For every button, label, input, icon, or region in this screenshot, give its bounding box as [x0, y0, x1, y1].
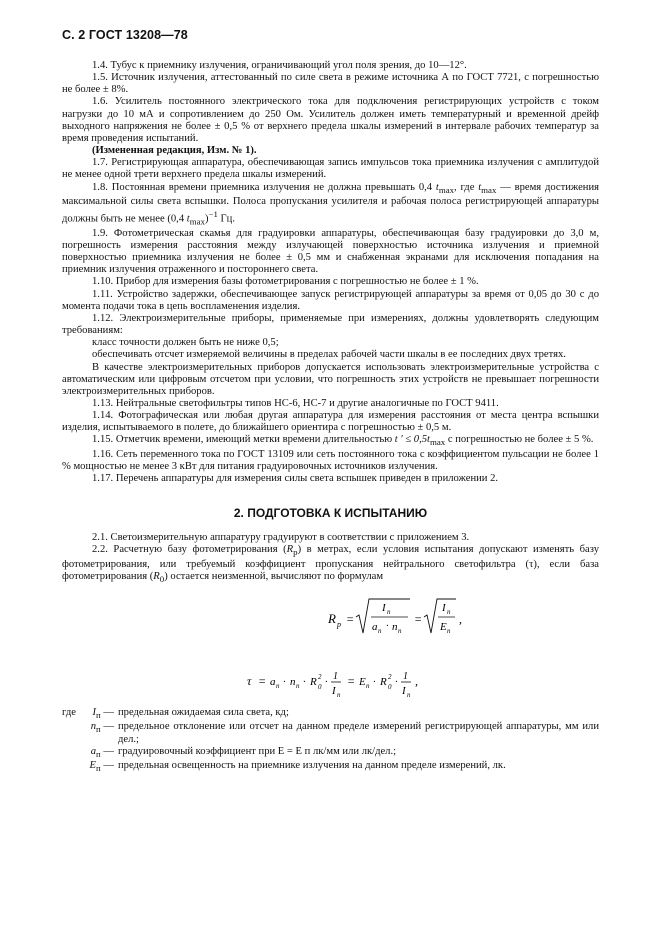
- definition-symbol: [62, 746, 118, 760]
- symbol: E: [89, 760, 97, 772]
- dash: —: [103, 760, 114, 772]
- formula-symbol: I: [332, 685, 336, 698]
- paragraph: 1.7. Регистрирующая аппаратура, обеспечивающая запись импульсов тока приемника излучения с амплитудой не менее одной трети верхнего предела шкалы измерений.: [62, 157, 599, 181]
- definition-row: [62, 760, 599, 774]
- symbol-r: R: [286, 544, 294, 556]
- formula-equals: =: [414, 612, 423, 627]
- symbol: a: [90, 745, 97, 757]
- subscript: max: [481, 184, 497, 195]
- formula-symbol: n: [392, 621, 398, 634]
- symbol-t: t: [186, 213, 190, 225]
- paragraph: 1.12. Электроизмерительные приборы, применяемые при измерениях, должны удовлетворять следующим требованиям:: [62, 312, 599, 337]
- paragraph: 1.5. Источник излучения, аттестованный по силе света в режиме источника А по ГОСТ 7721, с погрешностью не более ± 8%.: [62, 72, 599, 96]
- symbol-r: R: [153, 570, 160, 582]
- formula-block: [62, 585, 599, 705]
- formula-dot: ·: [386, 621, 389, 633]
- formula-subscript: 0: [318, 683, 322, 692]
- paragraph: 1.16. Сеть переменного тока по ГОСТ 13109 или сеть постоянного тока с коэффициентом пульсации не более 1 % мощностью не менее 3 кВт для питания градуировочных источников излучения.: [62, 448, 599, 472]
- formula-equals: =: [346, 612, 355, 627]
- section-title: 2. ПОДГОТОВКА К ИСПЫТАНИЮ: [233, 506, 428, 521]
- formula-subscript: п: [296, 682, 300, 691]
- formula-symbol: I: [382, 602, 386, 615]
- paragraph: 1.11. Устройство задержки, обеспечивающее запуск регистрирующей аппаратуры за время от 0,05 до 30 с до момента подачи тока в цепь воспламенения изделия.: [62, 288, 599, 312]
- paragraph: 1.14. Фотографическая или любая другая аппаратура для измерения расстояния от места центра вспышки изделия, испытываемого в полете, до ближайшего ориентира с погрешностью ± 0,5 м.: [62, 410, 599, 434]
- text-segment: ): [204, 213, 209, 225]
- formula-subscript: п: [398, 627, 402, 636]
- subscript: max: [430, 437, 446, 448]
- formula-comma: ,: [415, 674, 418, 689]
- formula-subscript: п: [276, 682, 280, 691]
- paragraph: 1.9. Фотометрическая скамья для градуировки аппаратуры, обеспечивающая базу градуировки до 3,0 м, погрешность измерения расстояния между излучающей поверхностью источника излучения и приемной поверхностью приемника излучения не более ± 0,5 мм и снабженная экранами для исключения попадания на приемник излучения отраженного и постороннего света.: [62, 227, 599, 276]
- dash: —: [103, 745, 114, 757]
- amendment-note: (Измененная редакция, Изм. № 1).: [92, 145, 257, 157]
- formula-superscript: 2: [388, 673, 392, 682]
- formula-symbol: R: [380, 676, 387, 689]
- symbol-t: t: [435, 181, 439, 193]
- formula-dot: ·: [395, 677, 398, 689]
- subscript: 0: [159, 574, 165, 585]
- paragraph: 1.10. Прибор для измерения базы фотометрирования с погрешностью не более ± 1 %.: [92, 276, 479, 288]
- definition-symbol: [62, 707, 118, 721]
- text-segment: ) остается неизменной, вычисляют по формулам: [164, 570, 384, 582]
- text-segment: с погрешностью не более ± 5 %.: [447, 434, 594, 446]
- formula-equals: =: [258, 674, 267, 689]
- subscript: max: [189, 216, 205, 227]
- dash: —: [103, 707, 114, 719]
- page-header: С. 2 ГОСТ 13208—78: [62, 28, 188, 42]
- dash: —: [103, 721, 114, 733]
- symbol-t: t: [478, 181, 482, 193]
- text-segment: 2.2. Расчетную базу фотометрирования (: [92, 544, 287, 556]
- formula-superscript: 2: [318, 673, 322, 682]
- definition-row: [62, 707, 599, 721]
- formula-symbol: I: [402, 685, 406, 698]
- definition-text: градуировочный коэффициент при E = E п лк/мм или лк/дел.;: [118, 745, 397, 757]
- subscript: п: [96, 710, 101, 721]
- formula-symbol: R: [310, 676, 317, 689]
- formula-subscript: п: [447, 608, 451, 617]
- text-segment: , где: [454, 181, 475, 193]
- formula-symbol: R: [328, 611, 336, 627]
- text-segment: 1.8. Постоянная времени приемника излучения не должна превышать 0,4: [92, 181, 433, 193]
- formula-subscript: п: [378, 627, 382, 636]
- formula-dot: ·: [373, 677, 376, 689]
- formula-symbol: τ: [247, 674, 252, 689]
- paragraph: 1.4. Тубус к приемнику излучения, ограничивающий угол поля зрения, до 10—12°.: [92, 60, 467, 71]
- definition-row: [62, 746, 599, 760]
- formula-symbol: a: [270, 676, 276, 689]
- formula-symbol: n: [290, 676, 296, 689]
- subscript: р: [293, 547, 298, 558]
- definitions-list: [62, 707, 599, 774]
- paragraph: В качестве электроизмерительных приборов допускается использовать электроизмерительные устройства с автоматическим или цифровым отсчетом при условии, что погрешность этих устройств не превышает погрешности электроизмерительных приборов.: [62, 361, 599, 397]
- definition-text: предельная ожидаемая сила света, кд;: [118, 707, 289, 719]
- formula-dot: ·: [283, 677, 286, 689]
- formula-symbol: E: [440, 621, 447, 634]
- symbol: I: [92, 707, 97, 719]
- paragraph-2-2: [62, 544, 599, 585]
- subscript: п: [96, 748, 101, 759]
- text-segment: 1.15. Отметчик времени, имеющий метки времени длительностью: [92, 434, 393, 446]
- formula-equals: =: [347, 674, 356, 689]
- formula-subscript: п: [387, 608, 391, 617]
- definition-text: предельная освещенность на приемнике излучения на данном пределе измерений, лк.: [118, 760, 506, 772]
- formula-numerator: 1: [333, 671, 338, 683]
- subscript: п: [96, 724, 101, 735]
- formula-subscript: п: [337, 691, 341, 700]
- formula-subscript: п: [366, 682, 370, 691]
- text-segment: — время достижения максимальной силы света вспышки. Полоса пропускания усилителя и рабочая полоса регистрирующей аппаратуры должны быть не менее (0,4: [62, 181, 600, 225]
- symbol: n: [90, 721, 97, 733]
- symbol-t: t: [427, 434, 430, 446]
- formula-subscript: 0: [388, 683, 392, 692]
- subscript: п: [96, 763, 101, 774]
- paragraph: обеспечивать отсчет измеряемой величины в пределах рабочей части шкалы в ее последних двух третях.: [92, 349, 566, 361]
- formula-subscript: р: [337, 620, 341, 630]
- formula-subscript: п: [447, 627, 451, 636]
- text-segment: ) в метрах, если условия испытания допускают изменять базу фотометрирования, или требуемый коэффициент пропускания нейтрального светофильтра (τ), если база фотометрирования (: [62, 544, 599, 582]
- definitions-lead: где: [62, 707, 76, 719]
- formula-dot: ·: [325, 677, 328, 689]
- paragraph: 2.1. Светоизмерительную аппаратуру градуируют в соответствии с приложением 3.: [92, 532, 470, 544]
- formula-symbol: a: [372, 621, 378, 634]
- definition-row: [62, 721, 599, 745]
- paragraph: 1.13. Нейтральные светофильтры типов НС-6, НС-7 и другие аналогичные по ГОСТ 9411.: [92, 397, 499, 409]
- formula-numerator: 1: [403, 671, 408, 683]
- formula-comma: ,: [459, 612, 462, 627]
- formula-symbol: I: [442, 602, 446, 615]
- paragraph: класс точности должен быть не ниже 0,5;: [92, 337, 279, 349]
- paragraph-1-8: [62, 182, 599, 228]
- definition-symbol: [62, 760, 118, 774]
- paragraph: 1.17. Перечень аппаратуры для измерения силы света вспышек приведен в приложении 2.: [92, 473, 499, 485]
- symbol-t-prime: t ′ ≤ 0,5: [394, 434, 428, 446]
- paragraph-1-15: [62, 434, 599, 448]
- definition-symbol: [62, 721, 118, 745]
- document-body: [62, 60, 599, 774]
- definition-text: предельное отклонение или отсчет на данном пределе измерений регистрирующей аппаратуры, мм или дел.;: [118, 721, 599, 745]
- formula-dot: ·: [303, 677, 306, 689]
- formula-subscript: п: [407, 691, 411, 700]
- superscript: −1: [208, 208, 218, 219]
- paragraph: 1.6. Усилитель постоянного электрического тока для подключения регистрирующих устройств с током нагрузки до 10 мА и сопротивлением до 250 Ом. Усилитель должен иметь температурный и временной дрейф выходного напряжения не более ± 0,5 % от верхнего предела шкалы измерений в интервале рабочих температур за время проведения испытаний.: [62, 96, 599, 144]
- formula-symbol: E: [359, 676, 366, 689]
- formula-rp: [328, 593, 488, 649]
- text-segment: Гц.: [220, 213, 235, 225]
- subscript: max: [438, 184, 455, 195]
- formula-tau: [247, 667, 487, 701]
